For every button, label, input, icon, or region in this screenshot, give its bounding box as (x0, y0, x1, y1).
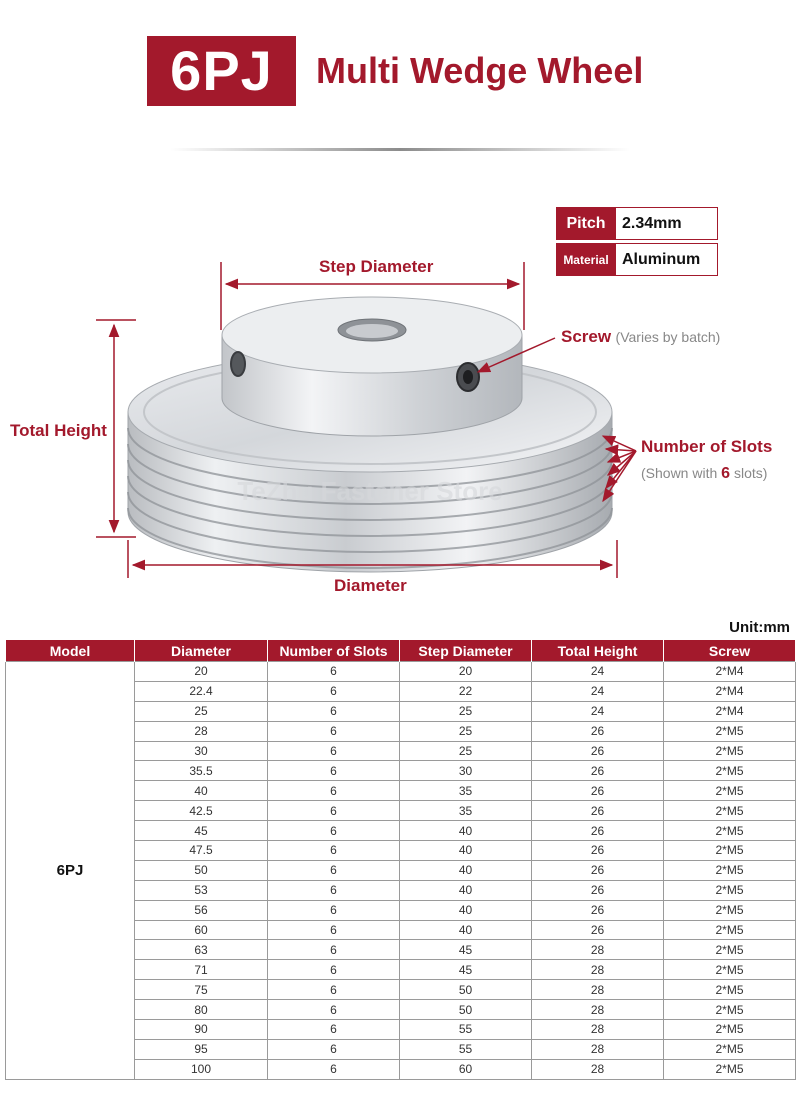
cell-model: 6PJ (6, 662, 135, 1080)
cell-step-diameter: 55 (400, 1020, 532, 1040)
label-screw: Screw (561, 327, 612, 346)
cell-total-height: 26 (532, 860, 664, 880)
cell-step-diameter: 55 (400, 1039, 532, 1059)
cell-step-diameter: 45 (400, 960, 532, 980)
cell-screw: 2*M5 (664, 980, 796, 1000)
cell-total-height: 26 (532, 821, 664, 841)
cell-diameter: 45 (135, 821, 268, 841)
cell-diameter: 40 (135, 781, 268, 801)
cell-diameter: 30 (135, 741, 268, 761)
cell-screw: 2*M5 (664, 821, 796, 841)
label-diameter: Diameter (334, 576, 407, 595)
cell-diameter: 22.4 (135, 681, 268, 701)
cell-step-diameter: 20 (400, 662, 532, 682)
column-header-diameter: Diameter (135, 640, 268, 662)
cell-diameter: 25 (135, 701, 268, 721)
column-header-total-height: Total Height (532, 640, 664, 662)
cell-total-height: 28 (532, 1020, 664, 1040)
cell-screw: 2*M4 (664, 662, 796, 682)
cell-screw: 2*M5 (664, 1000, 796, 1020)
cell-step-diameter: 50 (400, 980, 532, 1000)
label-number-of-slots: Number of Slots (641, 437, 773, 456)
slots-count: 6 (721, 465, 731, 482)
cell-number-of-slots: 6 (268, 860, 400, 880)
cell-screw: 2*M5 (664, 1059, 796, 1079)
cell-screw: 2*M5 (664, 761, 796, 781)
cell-step-diameter: 25 (400, 701, 532, 721)
cell-number-of-slots: 6 (268, 900, 400, 920)
cell-number-of-slots: 6 (268, 920, 400, 940)
cell-number-of-slots: 6 (268, 940, 400, 960)
cell-diameter: 50 (135, 860, 268, 880)
cell-screw: 2*M5 (664, 841, 796, 861)
cell-diameter: 80 (135, 1000, 268, 1020)
cell-total-height: 26 (532, 741, 664, 761)
cell-number-of-slots: 6 (268, 761, 400, 781)
cell-total-height: 26 (532, 920, 664, 940)
cell-total-height: 26 (532, 801, 664, 821)
cell-step-diameter: 40 (400, 860, 532, 880)
cell-step-diameter: 30 (400, 761, 532, 781)
cell-total-height: 26 (532, 900, 664, 920)
cell-number-of-slots: 6 (268, 781, 400, 801)
column-header-step-diameter: Step Diameter (400, 640, 532, 662)
watermark-text: TeZhu Fastener Store (237, 476, 503, 506)
cell-total-height: 28 (532, 980, 664, 1000)
cell-total-height: 28 (532, 940, 664, 960)
cell-diameter: 100 (135, 1059, 268, 1079)
cell-screw: 2*M5 (664, 940, 796, 960)
cell-diameter: 20 (135, 662, 268, 682)
cell-diameter: 53 (135, 880, 268, 900)
pulley-hub (222, 297, 522, 436)
cell-step-diameter: 25 (400, 721, 532, 741)
cell-number-of-slots: 6 (268, 1039, 400, 1059)
cell-number-of-slots: 6 (268, 1059, 400, 1079)
cell-step-diameter: 40 (400, 821, 532, 841)
unit-label: Unit:mm (729, 619, 790, 636)
product-title: Multi Wedge Wheel (316, 50, 644, 91)
cell-diameter: 47.5 (135, 841, 268, 861)
table-header-row (6, 640, 796, 662)
label-slots-note (641, 465, 767, 483)
label-step-diameter: Step Diameter (319, 257, 434, 276)
cell-total-height: 24 (532, 662, 664, 682)
cell-number-of-slots: 6 (268, 741, 400, 761)
spec-key-pitch: Pitch (556, 207, 616, 240)
cell-screw: 2*M5 (664, 900, 796, 920)
cell-screw: 2*M5 (664, 781, 796, 801)
cell-number-of-slots: 6 (268, 960, 400, 980)
cell-diameter: 90 (135, 1020, 268, 1040)
cell-number-of-slots: 6 (268, 1020, 400, 1040)
spec-value-pitch: 2.34mm (616, 207, 718, 240)
cell-screw: 2*M5 (664, 801, 796, 821)
label-screw-note: (Varies by batch) (615, 329, 721, 345)
model-badge: 6PJ (147, 36, 296, 106)
cell-total-height: 26 (532, 781, 664, 801)
cell-number-of-slots: 6 (268, 880, 400, 900)
cell-diameter: 42.5 (135, 801, 268, 821)
cell-screw: 2*M5 (664, 860, 796, 880)
cell-diameter: 56 (135, 900, 268, 920)
cell-diameter: 60 (135, 920, 268, 940)
column-header-screw: Screw (664, 640, 796, 662)
cell-total-height: 24 (532, 681, 664, 701)
cell-number-of-slots: 6 (268, 721, 400, 741)
cell-step-diameter: 35 (400, 801, 532, 821)
cell-diameter: 71 (135, 960, 268, 980)
cell-diameter: 95 (135, 1039, 268, 1059)
cell-screw: 2*M5 (664, 1039, 796, 1059)
spec-table (5, 640, 796, 1080)
cell-number-of-slots: 6 (268, 662, 400, 682)
cell-step-diameter: 40 (400, 900, 532, 920)
cell-step-diameter: 35 (400, 781, 532, 801)
cell-total-height: 26 (532, 841, 664, 861)
spec-key-material: Material (556, 243, 616, 276)
cell-diameter: 28 (135, 721, 268, 741)
label-total-height: Total Height (10, 421, 107, 440)
cell-number-of-slots: 6 (268, 701, 400, 721)
cell-step-diameter: 25 (400, 741, 532, 761)
cell-number-of-slots: 6 (268, 821, 400, 841)
cell-step-diameter: 40 (400, 841, 532, 861)
label-screw-group (561, 327, 720, 347)
spec-value-material: Aluminum (616, 243, 718, 276)
cell-diameter: 63 (135, 940, 268, 960)
cell-screw: 2*M5 (664, 880, 796, 900)
cell-total-height: 28 (532, 1039, 664, 1059)
cell-step-diameter: 45 (400, 940, 532, 960)
cell-screw: 2*M5 (664, 960, 796, 980)
cell-number-of-slots: 6 (268, 681, 400, 701)
cell-diameter: 75 (135, 980, 268, 1000)
cell-screw: 2*M5 (664, 721, 796, 741)
cell-number-of-slots: 6 (268, 841, 400, 861)
column-header-number-of-slots: Number of Slots (268, 640, 400, 662)
cell-number-of-slots: 6 (268, 801, 400, 821)
cell-screw: 2*M5 (664, 741, 796, 761)
table-body (6, 662, 796, 1080)
cell-step-diameter: 40 (400, 920, 532, 940)
cell-total-height: 26 (532, 721, 664, 741)
cell-screw: 2*M5 (664, 920, 796, 940)
cell-diameter: 35.5 (135, 761, 268, 781)
cell-total-height: 26 (532, 880, 664, 900)
cell-total-height: 28 (532, 1059, 664, 1079)
cell-number-of-slots: 6 (268, 1000, 400, 1020)
cell-total-height: 24 (532, 701, 664, 721)
slots-note-suffix: slots) (730, 465, 768, 481)
cell-total-height: 28 (532, 960, 664, 980)
cell-number-of-slots: 6 (268, 980, 400, 1000)
slots-note-prefix: (Shown with (641, 465, 722, 481)
cell-total-height: 26 (532, 761, 664, 781)
column-header-model: Model (6, 640, 135, 662)
cell-step-diameter: 22 (400, 681, 532, 701)
cell-step-diameter: 60 (400, 1059, 532, 1079)
cell-step-diameter: 50 (400, 1000, 532, 1020)
cell-step-diameter: 40 (400, 880, 532, 900)
cell-screw: 2*M4 (664, 681, 796, 701)
cell-screw: 2*M4 (664, 701, 796, 721)
cell-screw: 2*M5 (664, 1020, 796, 1040)
table-row (6, 662, 796, 682)
cell-total-height: 28 (532, 1000, 664, 1020)
